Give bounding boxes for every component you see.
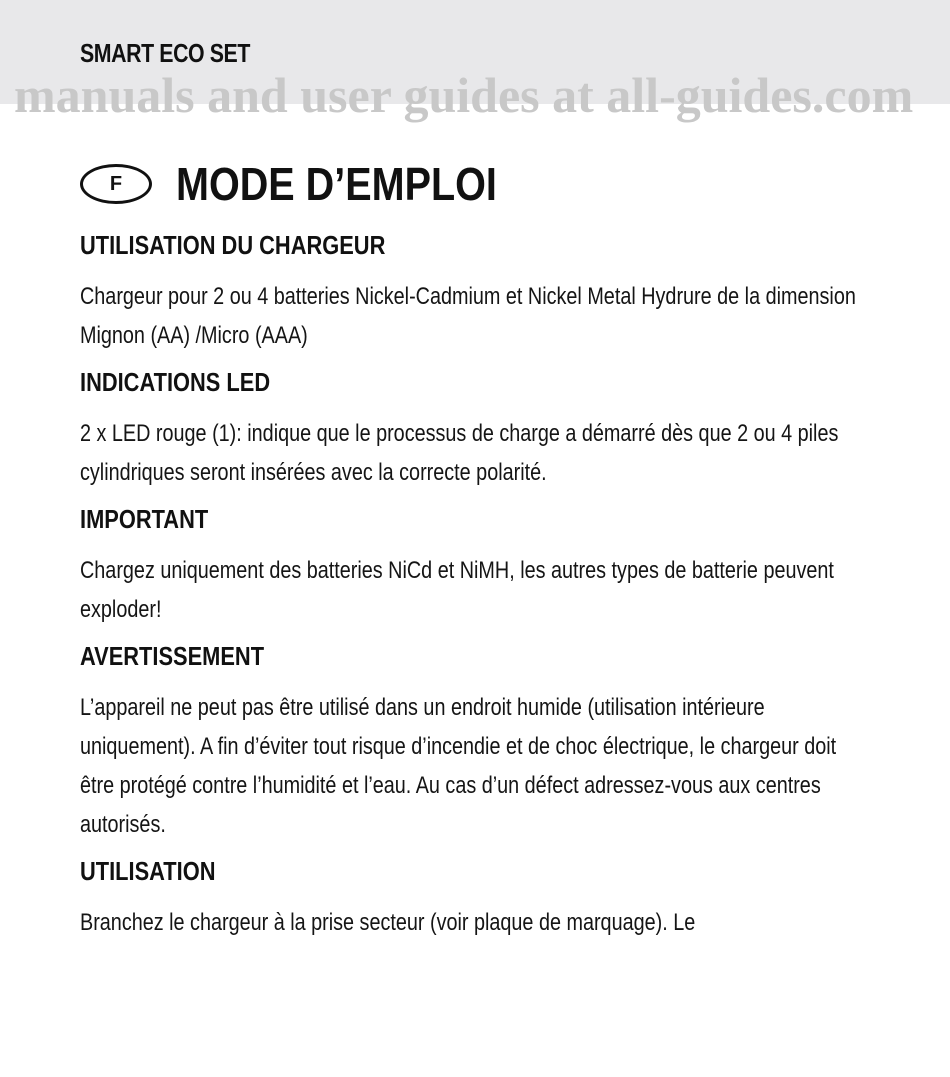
section-led-indications (80, 365, 880, 492)
page-title: MODE D’EMPLOI (176, 158, 497, 210)
watermark-text: manuals and user guides at all-guides.com (14, 67, 914, 123)
section-heading: UTILISATION DU CHARGEUR (80, 230, 386, 260)
title-row (80, 150, 880, 218)
section-body: Chargeur pour 2 ou 4 batteries Nickel-Cadmium et Nickel Metal Hydrure de la dimension Mignon (AA) /Micro (AAA) (80, 283, 856, 349)
section-heading: UTILISATION (80, 856, 216, 886)
manual-content (80, 150, 880, 942)
section-charger-usage (80, 228, 880, 355)
section-important (80, 502, 880, 629)
language-badge: F (80, 164, 152, 204)
section-body: L’appareil ne peut pas être utilisé dans un endroit humide (utilisation intérieure uniquement). A fin d’éviter tout risque d’incendie et de choc électrique, le chargeur doit être protégé contre l’humidité et l’eau. Au cas d’un défect adressez-vous aux centres autorisés. (80, 694, 837, 838)
product-name: SMART ECO SET (80, 38, 250, 68)
section-body: Chargez uniquement des batteries NiCd et NiMH, les autres types de batterie peuvent exploder! (80, 557, 834, 623)
section-warning (80, 639, 880, 844)
section-body: 2 x LED rouge (1): indique que le processus de charge a démarré dès que 2 ou 4 piles cylindriques seront insérées avec la correcte polarité. (80, 420, 839, 486)
section-heading: INDICATIONS LED (80, 367, 271, 397)
section-body: Branchez le chargeur à la prise secteur (voir plaque de marquage). Le (80, 909, 696, 936)
section-heading: IMPORTANT (80, 504, 209, 534)
section-heading: AVERTISSEMENT (80, 641, 265, 671)
section-usage (80, 854, 880, 942)
